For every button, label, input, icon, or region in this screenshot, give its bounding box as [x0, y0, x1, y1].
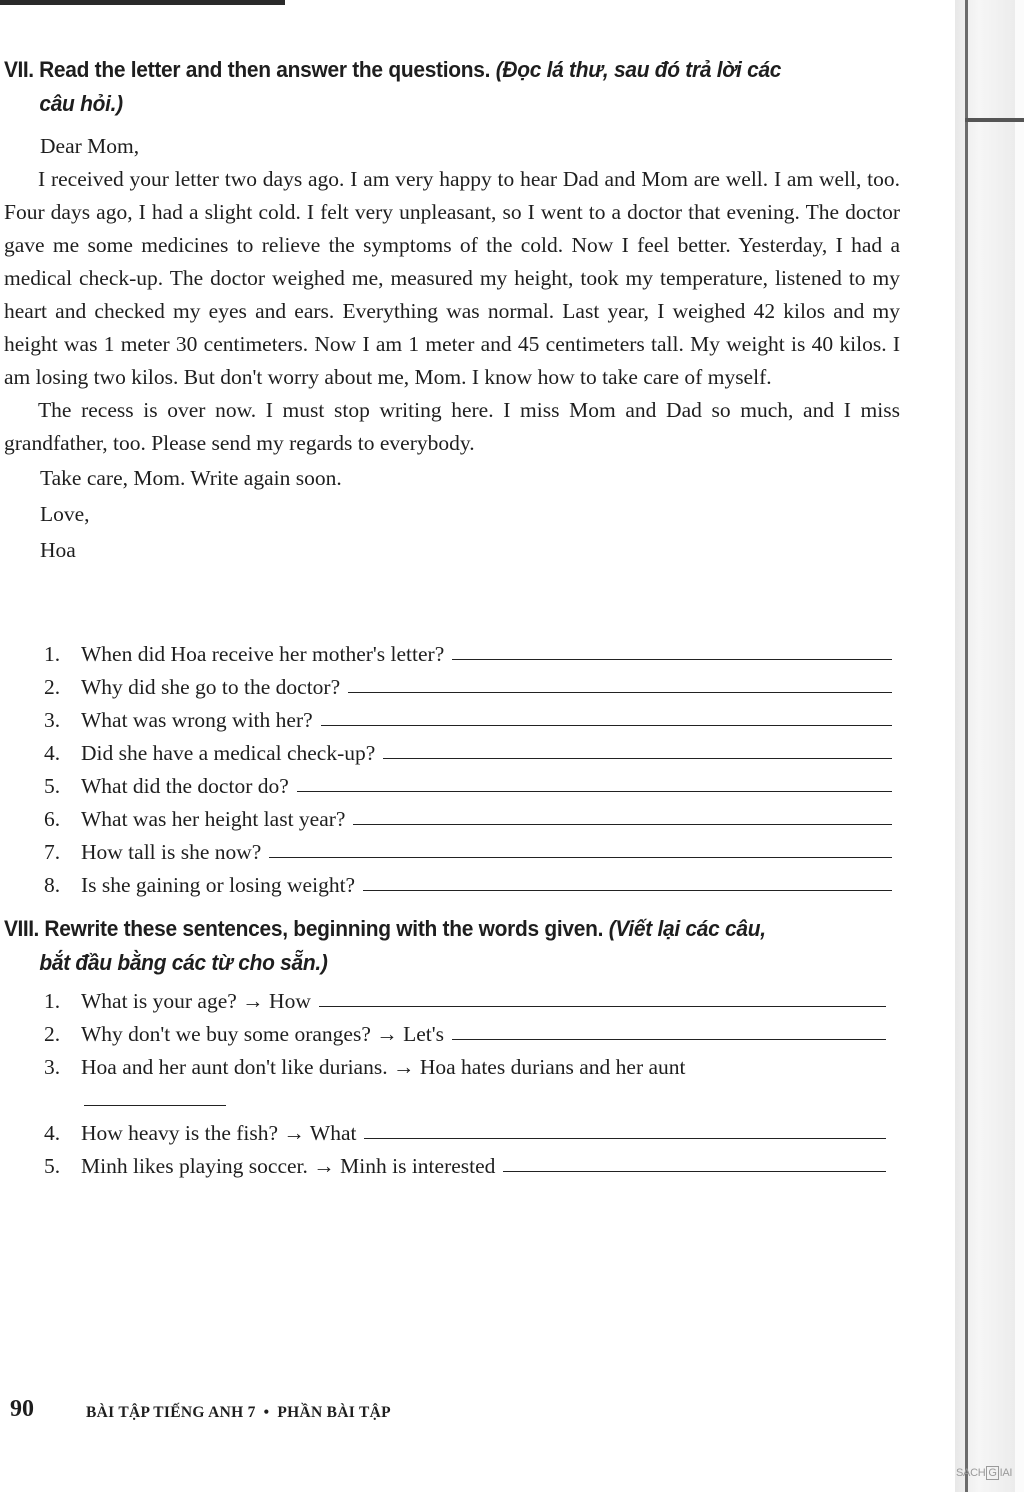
answer-blank[interactable] [452, 1038, 886, 1040]
page-number: 90 [10, 1396, 34, 1422]
section-8-title-vi: (Viết lại các câu, [608, 916, 766, 941]
question-text: Is she gaining or losing weight? [81, 873, 356, 897]
question-row [44, 766, 896, 799]
question-number: 3. [44, 1055, 61, 1079]
letter-paragraph-1: I received your letter two days ago. I am very happy to hear Dad and Mom are well. I am well, too. Four days ago, I had a slight cold. I felt very unpleasant, so I went to a doctor that evening. The doctor gave me some medicines to relieve the symptoms of the cold. Now I feel better. Yesterday, I had a medical check-up. The doctor weighed me, measured my height, took my temperature, listened to my heart and checked my eyes and ears. Everything was normal. Last year, I weighed 42 kilos and my height was 1 meter 30 centimeters. Now I am 1 meter and 45 centimeters tall. My weight is 40 kilos. I am losing two kilos. But don't worry about me, Mom. I know how to take care of myself. [4, 167, 900, 389]
question-text: How tall is she now? [81, 840, 262, 864]
letter [4, 130, 900, 567]
rewrite-text: What is your age? → How [81, 989, 311, 1013]
rewrite-row [44, 1014, 890, 1047]
answer-blank[interactable] [348, 691, 892, 693]
question-number: 7. [44, 840, 61, 864]
question-row [44, 700, 896, 733]
letter-greeting: Dear Mom, [40, 134, 140, 158]
question-text: What was wrong with her? [81, 708, 313, 732]
letter-signature: Hoa [40, 538, 76, 562]
section-7-title: Read the letter and then answer the questions. [39, 57, 491, 82]
answer-blank[interactable] [269, 856, 892, 858]
rewrite-row [44, 981, 890, 1014]
questions-list-7 [44, 634, 896, 898]
watermark-right: IAI [999, 1467, 1013, 1479]
section-8-heading [4, 912, 846, 980]
question-number: 8. [44, 873, 61, 897]
section-8-title: Rewrite these sentences, beginning with the words given. [44, 916, 604, 941]
edge-notch [965, 118, 1024, 122]
rewrite-row [44, 1080, 890, 1146]
running-footer [86, 1404, 391, 1422]
question-number: 5. [44, 774, 61, 798]
answer-blank[interactable] [364, 1137, 886, 1139]
question-number: 2. [44, 1022, 61, 1046]
section-7-title-vi: (Đọc lá thư, sau đó trả lời các [495, 57, 782, 82]
letter-love: Love, [40, 502, 90, 526]
page-binding-edge [955, 0, 1024, 1492]
edge-rule [965, 0, 968, 1492]
question-row [44, 733, 896, 766]
question-number: 3. [44, 708, 61, 732]
section-7-heading [4, 53, 846, 121]
answer-blank-continuation[interactable] [84, 1105, 226, 1106]
question-number: 6. [44, 807, 61, 831]
section-8-title-vi-cont: bắt đầu bằng các từ cho sẵn.) [39, 950, 328, 975]
questions-list-8 [44, 981, 890, 1179]
answer-blank[interactable] [452, 658, 892, 660]
answer-blank[interactable] [321, 724, 892, 726]
section-7-number: VII. [4, 57, 34, 82]
question-text: What did the doctor do? [81, 774, 289, 798]
question-text: Why did she go to the doctor? [81, 675, 341, 699]
question-row [44, 667, 896, 700]
question-row [44, 799, 896, 832]
question-row [44, 634, 896, 667]
page-footer [10, 1396, 391, 1423]
watermark-box: G [988, 1467, 997, 1479]
question-number: 1. [44, 642, 61, 666]
section-7-title-vi-cont: câu hỏi.) [39, 91, 123, 116]
answer-blank[interactable] [383, 757, 892, 759]
rewrite-text: How heavy is the fish? → What [81, 1121, 357, 1145]
question-row [44, 865, 896, 898]
rewrite-text [81, 1055, 890, 1080]
letter-paragraph-2: The recess is over now. I must stop writing here. I miss Mom and Dad so much, and I miss grandfather, too. Please send my regards to everybody. [4, 398, 900, 455]
question-number: 2. [44, 675, 61, 699]
bullet-icon: • [263, 1404, 270, 1421]
answer-blank[interactable] [297, 790, 892, 792]
edge-band [955, 0, 1015, 1492]
question-number: 4. [44, 1121, 61, 1145]
rewrite-text: Why don't we buy some oranges? → Let's [81, 1022, 445, 1046]
answer-blank[interactable] [503, 1170, 886, 1172]
rewrite-text-content: Hoa and her aunt don't like durians. → Hoa hates durians and her aunt [81, 1055, 686, 1079]
rewrite-row [44, 1146, 890, 1179]
top-rule [0, 0, 285, 5]
answer-blank[interactable] [353, 823, 892, 825]
section-8-number: VIII. [4, 916, 39, 941]
question-row [44, 832, 896, 865]
question-text: What was her height last year? [81, 807, 346, 831]
question-number: 4. [44, 741, 61, 765]
watermark-left: SACH [956, 1467, 986, 1479]
answer-blank[interactable] [319, 1005, 886, 1007]
book-title: BÀI TẬP TIẾNG ANH 7 [86, 1404, 256, 1421]
rewrite-text: Minh likes playing soccer. → Minh is interested [81, 1154, 496, 1178]
book-part: PHẦN BÀI TẬP [277, 1404, 391, 1421]
question-number: 1. [44, 989, 61, 1013]
letter-closing: Take care, Mom. Write again soon. [40, 466, 342, 490]
answer-blank[interactable] [363, 889, 892, 891]
rewrite-row [44, 1047, 890, 1080]
question-text: Did she have a medical check-up? [81, 741, 376, 765]
question-number: 5. [44, 1154, 61, 1178]
watermark-logo [956, 1466, 1012, 1480]
question-text: When did Hoa receive her mother's letter? [81, 642, 445, 666]
